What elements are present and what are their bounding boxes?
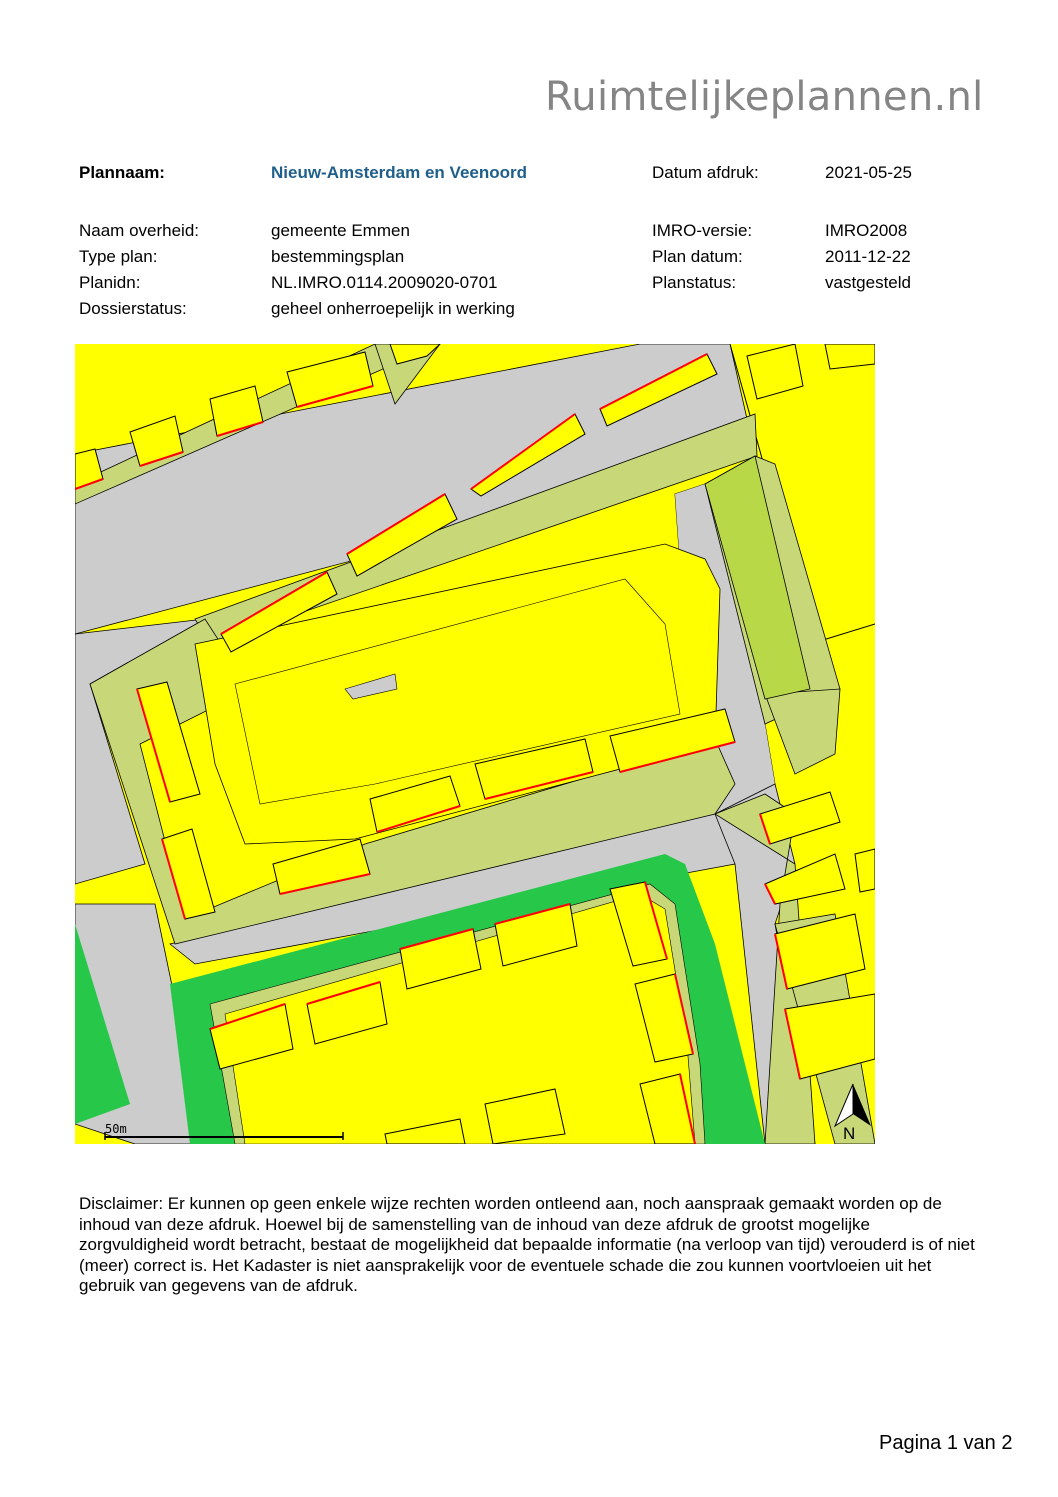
dossier-status-value: geheel onherroepelijk in werking xyxy=(271,299,515,318)
north-label: N xyxy=(843,1124,856,1143)
print-date-label: Datum afdruk: xyxy=(652,163,759,182)
map-canvas xyxy=(75,344,875,1144)
scale-label: 50m xyxy=(105,1122,127,1136)
dossier-status-label: Dossierstatus: xyxy=(79,299,187,318)
brand-logo: Ruimtelijkeplannen.nl xyxy=(545,74,984,120)
imro-value: IMRO2008 xyxy=(825,221,908,240)
plan-map[interactable] xyxy=(75,344,875,1144)
plan-type-value: bestemmingsplan xyxy=(271,247,405,266)
plan-date-label: Plan datum: xyxy=(652,247,743,266)
imro-label: IMRO-versie: xyxy=(652,221,753,240)
plan-date-value: 2011-12-22 xyxy=(825,247,911,266)
plan-name-label: Plannaam: xyxy=(79,163,165,182)
print-date-value: 2021-05-25 xyxy=(825,163,912,182)
disclaimer: Disclaimer: Er kunnen op geen enkele wijze rechten worden ontleend aan, noch aanspraak gemaakt worden op de inhoud van deze afdruk. Hoewel bij de samenstelling van de inhoud van deze afdruk de grootst mogelijke zorgvuldigheid wordt betracht, bestaat de mogelijkheid dat bepaalde informatie (na verloop van tijd) verouderd is of niet (meer) correct is. Het Kadaster is niet aansprakelijk voor de eventuele schade die zou kunnen voortvloeien uit het gebruik van gegevens van de afdruk. xyxy=(79,1194,975,1295)
authority-label: Naam overheid: xyxy=(79,221,200,240)
page-number: Pagina 1 van 2 xyxy=(879,1432,1013,1454)
plan-type-label: Type plan: xyxy=(79,247,158,266)
authority-value: gemeente Emmen xyxy=(271,221,410,240)
plan-status-label: Planstatus: xyxy=(652,273,737,292)
plan-id-value: NL.IMRO.0114.2009020-0701 xyxy=(271,273,498,292)
plan-status-value: vastgesteld xyxy=(825,273,911,292)
plan-name-value: Nieuw-Amsterdam en Veenoord xyxy=(271,163,528,182)
plan-id-label: Planidn: xyxy=(79,273,141,292)
